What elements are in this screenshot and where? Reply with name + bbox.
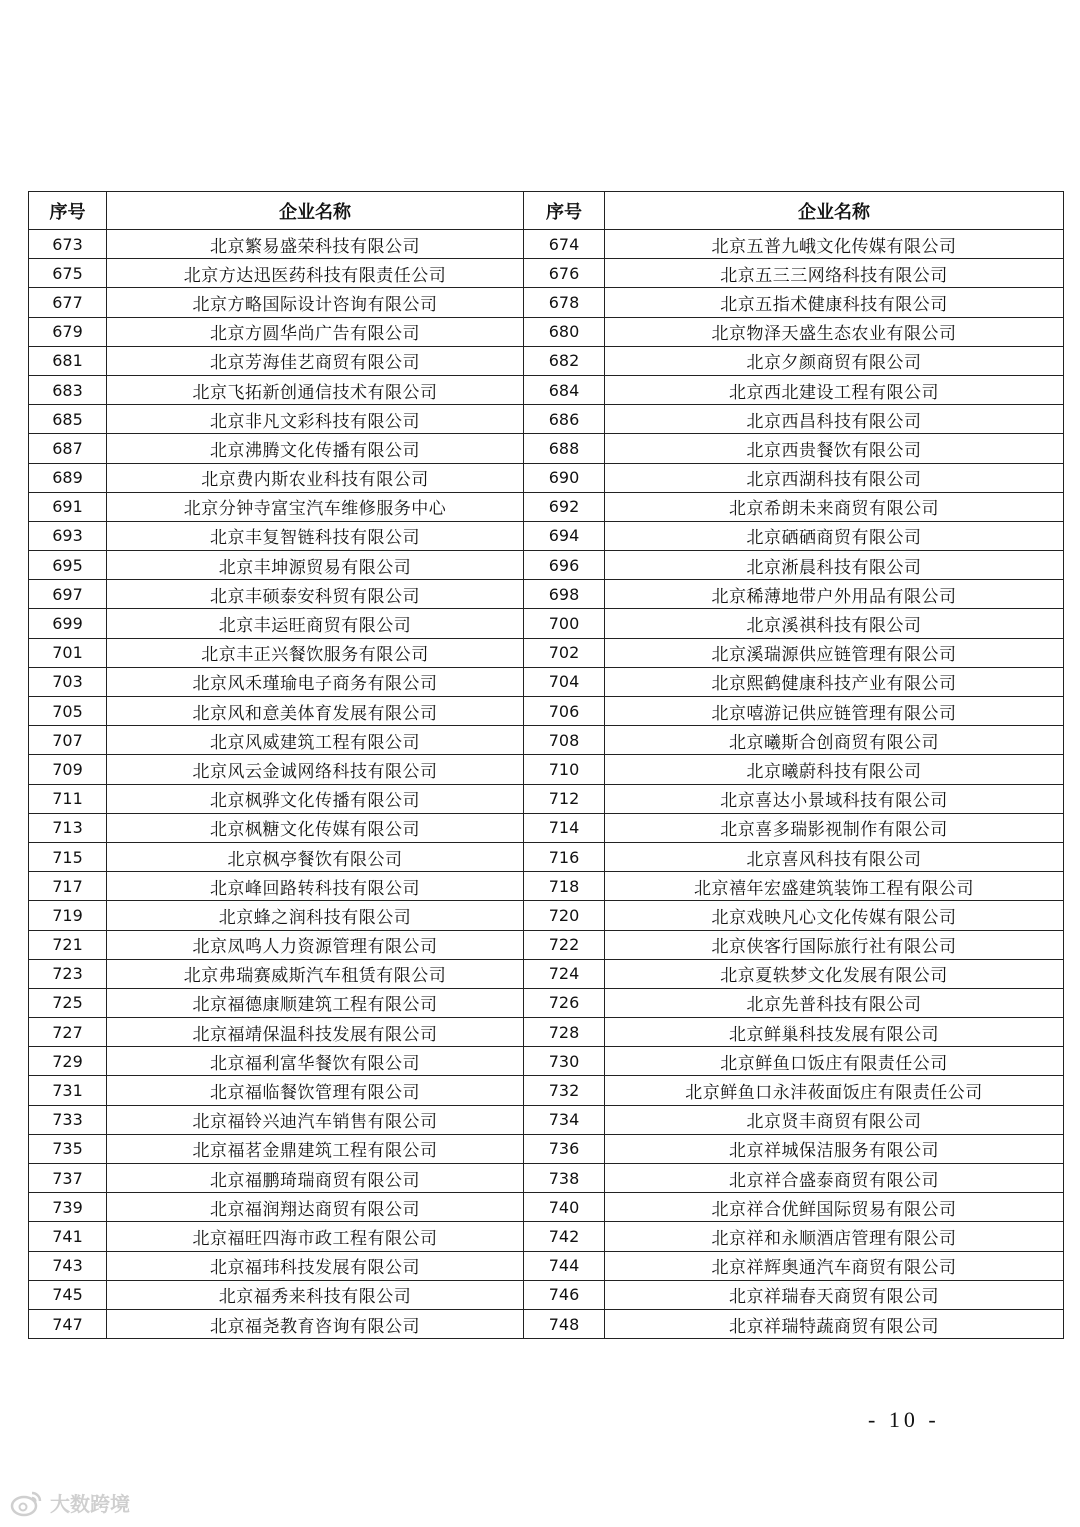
company-name-cell: 北京福旺四海市政工程有限公司 [107,1222,524,1251]
serial-cell: 684 [524,375,605,404]
table-row [29,1105,1064,1134]
company-name-cell: 北京福茗金鼎建筑工程有限公司 [107,1134,524,1163]
table-row [29,755,1064,784]
company-name-cell: 北京祥城保洁服务有限公司 [605,1134,1064,1163]
table-row [29,288,1064,317]
serial-cell: 688 [524,434,605,463]
header-serial-left: 序号 [29,192,107,230]
table-row [29,492,1064,521]
serial-cell: 691 [29,492,107,521]
company-name-cell: 北京福润翔达商贸有限公司 [107,1193,524,1222]
table-row [29,405,1064,434]
company-name-cell: 北京西昌科技有限公司 [605,405,1064,434]
company-name-cell: 北京方达迅医药科技有限责任公司 [107,259,524,288]
serial-cell: 745 [29,1280,107,1309]
table-row [29,346,1064,375]
company-name-cell: 北京福德康顺建筑工程有限公司 [107,988,524,1017]
serial-cell: 734 [524,1105,605,1134]
table-row [29,930,1064,959]
serial-cell: 704 [524,667,605,696]
serial-cell: 728 [524,1018,605,1047]
table-row [29,667,1064,696]
serial-cell: 712 [524,784,605,813]
company-name-cell: 北京禧年宏盛建筑装饰工程有限公司 [605,872,1064,901]
company-name-cell: 北京祥辉奥通汽车商贸有限公司 [605,1251,1064,1280]
serial-cell: 674 [524,230,605,259]
serial-cell: 693 [29,521,107,550]
serial-cell: 716 [524,842,605,871]
company-name-cell: 北京夏轶梦文化发展有限公司 [605,959,1064,988]
company-name-cell: 北京戏映凡心文化传媒有限公司 [605,901,1064,930]
serial-cell: 743 [29,1251,107,1280]
table-row [29,1193,1064,1222]
table-row [29,1047,1064,1076]
company-name-cell: 北京侠客行国际旅行社有限公司 [605,930,1064,959]
serial-cell: 727 [29,1018,107,1047]
table-row [29,1018,1064,1047]
serial-cell: 711 [29,784,107,813]
serial-cell: 676 [524,259,605,288]
serial-cell: 689 [29,463,107,492]
serial-cell: 682 [524,346,605,375]
serial-cell: 713 [29,813,107,842]
serial-cell: 738 [524,1164,605,1193]
company-name-cell: 北京方圆华尚广告有限公司 [107,317,524,346]
company-name-cell: 北京沸腾文化传播有限公司 [107,434,524,463]
company-name-cell: 北京风云金诚网络科技有限公司 [107,755,524,784]
serial-cell: 698 [524,580,605,609]
company-name-cell: 北京溪瑞源供应链管理有限公司 [605,638,1064,667]
table-row [29,726,1064,755]
company-name-cell: 北京五三三网络科技有限公司 [605,259,1064,288]
serial-cell: 679 [29,317,107,346]
company-name-cell: 北京嘻游记供应链管理有限公司 [605,697,1064,726]
company-name-cell: 北京丰坤源贸易有限公司 [107,551,524,580]
table-row [29,1251,1064,1280]
company-name-cell: 北京福靖保温科技发展有限公司 [107,1018,524,1047]
serial-cell: 696 [524,551,605,580]
table-row [29,463,1064,492]
company-name-cell: 北京丰复智链科技有限公司 [107,521,524,550]
table-row [29,609,1064,638]
company-name-cell: 北京曦斯合创商贸有限公司 [605,726,1064,755]
serial-cell: 687 [29,434,107,463]
company-name-cell: 北京非凡文彩科技有限公司 [107,405,524,434]
serial-cell: 700 [524,609,605,638]
company-name-cell: 北京福秀来科技有限公司 [107,1280,524,1309]
company-name-cell: 北京丰硕泰安科贸有限公司 [107,580,524,609]
table-row [29,1222,1064,1251]
serial-cell: 737 [29,1164,107,1193]
page-number: - 10 - [868,1407,940,1432]
header-serial-right: 序号 [524,192,605,230]
table-row [29,1076,1064,1105]
serial-cell: 692 [524,492,605,521]
company-name-cell: 北京飞拓新创通信技术有限公司 [107,375,524,404]
company-name-cell: 北京繁易盛荣科技有限公司 [107,230,524,259]
company-name-cell: 北京分钟寺富宝汽车维修服务中心 [107,492,524,521]
serial-cell: 721 [29,930,107,959]
table-row [29,259,1064,288]
table-row [29,901,1064,930]
company-name-cell: 北京枫亭餐饮有限公司 [107,842,524,871]
serial-cell: 710 [524,755,605,784]
table-body [29,230,1064,1339]
company-name-cell: 北京鲜鱼口永沣莜面饭庄有限责任公司 [605,1076,1064,1105]
serial-cell: 732 [524,1076,605,1105]
company-name-cell: 北京贤丰商贸有限公司 [605,1105,1064,1134]
serial-cell: 719 [29,901,107,930]
table-row [29,842,1064,871]
serial-cell: 680 [524,317,605,346]
company-name-cell: 北京喜风科技有限公司 [605,842,1064,871]
serial-cell: 730 [524,1047,605,1076]
watermark-text: 大数跨境 [50,1492,130,1516]
serial-cell: 702 [524,638,605,667]
company-name-cell: 北京峰回路转科技有限公司 [107,872,524,901]
company-name-cell: 北京淅晨科技有限公司 [605,551,1064,580]
serial-cell: 741 [29,1222,107,1251]
company-name-cell: 北京福鹏琦瑞商贸有限公司 [107,1164,524,1193]
table-row [29,230,1064,259]
serial-cell: 686 [524,405,605,434]
company-name-cell: 北京福利富华餐饮有限公司 [107,1047,524,1076]
serial-cell: 744 [524,1251,605,1280]
company-name-cell: 北京风禾瑾瑜电子商务有限公司 [107,667,524,696]
table-row [29,872,1064,901]
serial-cell: 681 [29,346,107,375]
serial-cell: 720 [524,901,605,930]
table-row [29,959,1064,988]
serial-cell: 708 [524,726,605,755]
company-name-cell: 北京西贵餐饮有限公司 [605,434,1064,463]
company-name-cell: 北京枫骅文化传播有限公司 [107,784,524,813]
company-name-cell: 北京西北建设工程有限公司 [605,375,1064,404]
serial-cell: 685 [29,405,107,434]
table-row [29,813,1064,842]
company-name-cell: 北京熙鹤健康科技产业有限公司 [605,667,1064,696]
serial-cell: 731 [29,1076,107,1105]
serial-cell: 701 [29,638,107,667]
serial-cell: 746 [524,1280,605,1309]
company-name-cell: 北京芳海佳艺商贸有限公司 [107,346,524,375]
company-name-cell: 北京蜂之润科技有限公司 [107,901,524,930]
header-company-left: 企业名称 [107,192,524,230]
company-name-cell: 北京祥和永顺酒店管理有限公司 [605,1222,1064,1251]
serial-cell: 699 [29,609,107,638]
company-name-cell: 北京先普科技有限公司 [605,988,1064,1017]
serial-cell: 707 [29,726,107,755]
serial-cell: 747 [29,1309,107,1338]
company-name-cell: 北京福铃兴迪汽车销售有限公司 [107,1105,524,1134]
serial-cell: 677 [29,288,107,317]
serial-cell: 695 [29,551,107,580]
serial-cell: 714 [524,813,605,842]
serial-cell: 723 [29,959,107,988]
company-name-cell: 北京祥合盛泰商贸有限公司 [605,1164,1064,1193]
company-name-cell: 北京丰正兴餐饮服务有限公司 [107,638,524,667]
company-name-cell: 北京风和意美体育发展有限公司 [107,697,524,726]
serial-cell: 742 [524,1222,605,1251]
serial-cell: 673 [29,230,107,259]
company-name-cell: 北京福玮科技发展有限公司 [107,1251,524,1280]
serial-cell: 718 [524,872,605,901]
company-name-cell: 北京风威建筑工程有限公司 [107,726,524,755]
company-name-cell: 北京希朗未来商贸有限公司 [605,492,1064,521]
table-row [29,580,1064,609]
company-name-cell: 北京福临餐饮管理有限公司 [107,1076,524,1105]
table-row [29,1309,1064,1338]
serial-cell: 729 [29,1047,107,1076]
serial-cell: 748 [524,1309,605,1338]
company-name-cell: 北京物泽天盛生态农业有限公司 [605,317,1064,346]
company-name-cell: 北京溪祺科技有限公司 [605,609,1064,638]
serial-cell: 705 [29,697,107,726]
table-row [29,1280,1064,1309]
serial-cell: 726 [524,988,605,1017]
company-name-cell: 北京福尧教育咨询有限公司 [107,1309,524,1338]
serial-cell: 717 [29,872,107,901]
serial-cell: 697 [29,580,107,609]
company-name-cell: 北京五指术健康科技有限公司 [605,288,1064,317]
table-row [29,638,1064,667]
company-name-cell: 北京弗瑞赛威斯汽车租赁有限公司 [107,959,524,988]
table-row [29,1134,1064,1163]
serial-cell: 678 [524,288,605,317]
table-row [29,697,1064,726]
serial-cell: 683 [29,375,107,404]
company-name-cell: 北京西湖科技有限公司 [605,463,1064,492]
serial-cell: 715 [29,842,107,871]
serial-cell: 703 [29,667,107,696]
table-row [29,434,1064,463]
serial-cell: 694 [524,521,605,550]
table-row [29,551,1064,580]
serial-cell: 733 [29,1105,107,1134]
company-table [28,191,1064,1339]
table-header-row [29,192,1064,230]
company-name-cell: 北京硒硒商贸有限公司 [605,521,1064,550]
company-name-cell: 北京曦蔚科技有限公司 [605,755,1064,784]
table-row [29,1164,1064,1193]
serial-cell: 725 [29,988,107,1017]
table-row [29,521,1064,550]
serial-cell: 740 [524,1193,605,1222]
serial-cell: 690 [524,463,605,492]
serial-cell: 706 [524,697,605,726]
serial-cell: 709 [29,755,107,784]
company-name-cell: 北京祥瑞春天商贸有限公司 [605,1280,1064,1309]
company-name-cell: 北京鲜巢科技发展有限公司 [605,1018,1064,1047]
company-name-cell: 北京费内斯农业科技有限公司 [107,463,524,492]
table-row [29,317,1064,346]
company-name-cell: 北京方略国际设计咨询有限公司 [107,288,524,317]
company-name-cell: 北京五普九峨文化传媒有限公司 [605,230,1064,259]
table-row [29,988,1064,1017]
company-name-cell: 北京夕颜商贸有限公司 [605,346,1064,375]
serial-cell: 675 [29,259,107,288]
serial-cell: 724 [524,959,605,988]
company-name-cell: 北京稀薄地带户外用品有限公司 [605,580,1064,609]
company-name-cell: 北京鲜鱼口饭庄有限责任公司 [605,1047,1064,1076]
header-company-right: 企业名称 [605,192,1064,230]
company-name-cell: 北京喜多瑞影视制作有限公司 [605,813,1064,842]
serial-cell: 736 [524,1134,605,1163]
table-row [29,784,1064,813]
serial-cell: 739 [29,1193,107,1222]
company-name-cell: 北京喜达小景域科技有限公司 [605,784,1064,813]
weibo-logo-icon [10,1489,44,1517]
company-name-cell: 北京丰运旺商贸有限公司 [107,609,524,638]
company-name-cell: 北京枫糖文化传媒有限公司 [107,813,524,842]
company-name-cell: 北京凤鸣人力资源管理有限公司 [107,930,524,959]
serial-cell: 722 [524,930,605,959]
watermark [10,1488,130,1517]
table-row [29,375,1064,404]
company-name-cell: 北京祥合优鲜国际贸易有限公司 [605,1193,1064,1222]
company-name-cell: 北京祥瑞特蔬商贸有限公司 [605,1309,1064,1338]
serial-cell: 735 [29,1134,107,1163]
